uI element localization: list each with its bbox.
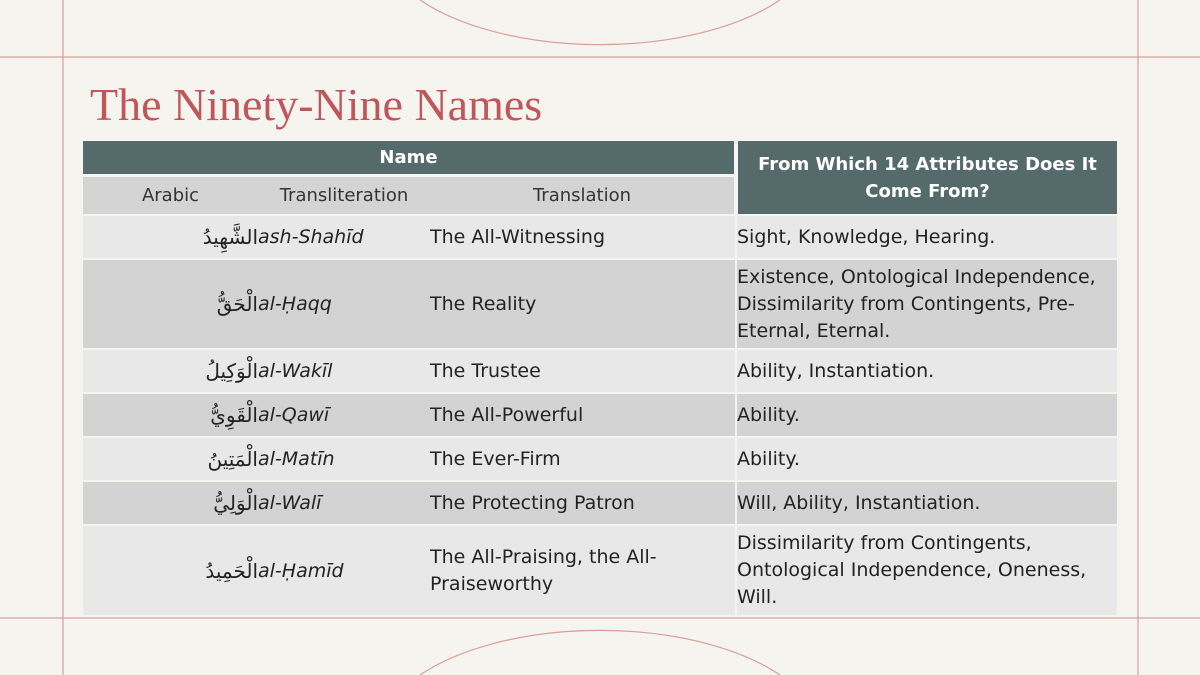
header-translation: Translation [430, 176, 736, 216]
header-transliteration: Transliteration [258, 176, 430, 216]
page-title: The Ninety-Nine Names [90, 79, 543, 130]
table-row [83, 349, 1117, 393]
transliteration-cell: al-Ḥamīd [258, 525, 430, 615]
arabic-cell: الْمَتِينُ [83, 437, 258, 481]
table-row [83, 525, 1117, 615]
transliteration-cell: al-Ḥaqq [258, 259, 430, 349]
attributes-cell: Will, Ability, Instantiation. [736, 481, 1117, 525]
header-name: Name [83, 141, 736, 176]
attributes-cell: Existence, Ontological Independence, Dissimilarity from Contingents, Pre-Eternal, Eternal. [736, 259, 1117, 349]
header-attributes: From Which 14 Attributes Does It Come From? [736, 141, 1117, 215]
arabic-cell: الْوَلِيُّ [83, 481, 258, 525]
transliteration-cell: al-Matīn [258, 437, 430, 481]
arabic-cell: الْقَوِيُّ [83, 393, 258, 437]
attributes-cell: Ability. [736, 393, 1117, 437]
attributes-cell: Dissimilarity from Contingents, Ontological Independence, Oneness, Will. [736, 525, 1117, 615]
attributes-cell: Sight, Knowledge, Hearing. [736, 215, 1117, 259]
transliteration-cell: al-Wakīl [258, 349, 430, 393]
translation-cell: The All-Powerful [430, 393, 736, 437]
attributes-cell: Ability, Instantiation. [736, 349, 1117, 393]
transliteration-cell: al-Qawī [258, 393, 430, 437]
table-row [83, 437, 1117, 481]
transliteration-cell: ash-Shahīd [258, 215, 430, 259]
translation-cell: The Ever-Firm [430, 437, 736, 481]
translation-cell: The Trustee [430, 349, 736, 393]
attributes-cell: Ability. [736, 437, 1117, 481]
table-row [83, 215, 1117, 259]
table-row [83, 481, 1117, 525]
translation-cell: The All-Witnessing [430, 215, 736, 259]
arabic-cell: الْوَكِيلُ [83, 349, 258, 393]
translation-cell: The All-Praising, the All-Praiseworthy [430, 525, 736, 615]
translation-cell: The Protecting Patron [430, 481, 736, 525]
header-arabic: Arabic [83, 176, 258, 216]
table-row [83, 393, 1117, 437]
names-table [83, 141, 1117, 615]
arabic-cell: الْحَقُّ [83, 259, 258, 349]
translation-cell: The Reality [430, 259, 736, 349]
arabic-cell: الْحَمِيدُ [83, 525, 258, 615]
arabic-cell: الشَّهِيدُ [83, 215, 258, 259]
transliteration-cell: al-Walī [258, 481, 430, 525]
table-row [83, 259, 1117, 349]
